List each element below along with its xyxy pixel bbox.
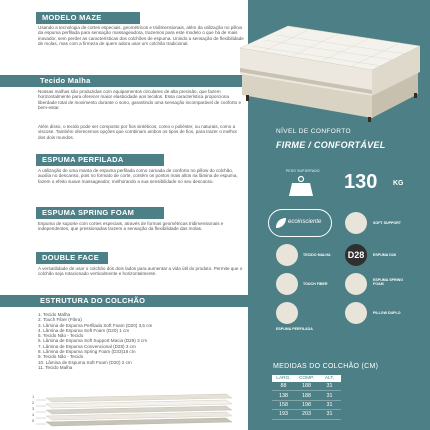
dim-cell: 193 [272,410,295,419]
dim-cell: 188 [295,391,318,400]
spring-foam-icon [345,273,367,295]
text-malha-2: Além disso, o tecido pode ser composto por fios sintéticos, como o poliéster, ou naturais, como a viscose. Também oferecemos opções que combinam ambos os tipos de fios, para trazer o melhor dos dois mundos. [38,124,238,140]
feature-label: ESPUMA PERFILADA [276,327,313,331]
comfort-level-value: FIRME / CONFORTÁVEL [276,140,386,150]
layer-marker: 3 [32,406,35,411]
text-spring: Espuma de suporte com cortes especiais, através de formas geométricas tridimensionais e independentes, que pressionadas trazem a sensação da flexibilidade das molas. [38,221,224,232]
layer-marker: 2 [32,400,35,405]
mattress-layers-illustration [36,392,236,430]
layer-marker: 5 [32,418,35,423]
section-title-perfilada: ESPUMA PERFILADA [36,154,164,166]
dim-cell: 31 [318,400,341,409]
structure-item: 2. Touch Fiber (Fibra) [38,317,82,323]
section-title-malha: Tecido Malha [0,75,248,87]
structure-item: 4. Lâmina de Espuma Soft Foam (D20) 1 cm [38,327,130,333]
dim-cell: 31 [318,382,341,391]
text-double: A versatilidade de usar o colchão dos dois lados para aumentar a vida útil do produto. Permite que o colchão seja rotacionado verticalmente e horizontalmente. [38,266,243,277]
section-title-spring: ESPUMA SPRING FOAM [36,207,164,219]
dimensions-title: MEDIDAS DO COLCHÃO (CM) [273,363,379,370]
text-perfilada: A utilização de uma manta de espuma perfilada como camada de conforto no pillow do colchão, auxilia no descanso, pois no formato de corte, contém os pontos mais altos na lâmina de espuma, fazem o efeito suave massageador, melhorando a sua sensibilidade no seu descanso. [38,168,238,184]
structure-item: 11. Tecido Malha [38,364,73,370]
section-title-modelo: MODELO MAZE [36,12,140,24]
mattress-product-image [222,18,422,123]
text-modelo: Usando a tecnologia de cortes especiais, geométricos e tridimensionais, além da utilização no pillow da espuma perfilada para sensação massageadora, trazemos para este modelo o que há de mais inovador, sem perder as características dos colchões de espuma. Unindo a sensação de flexibilidade de molas, mas com a firmeza de quem adora usar um colchão tradicional. [38,25,244,46]
structure-item: 5. Tecido Não - Tecido [38,333,84,339]
feature-label: ESPUMA D28 [373,253,396,257]
dim-cell: 138 [272,391,295,400]
structure-item: 1. Tecido Malha [38,312,71,317]
dim-header-width: LARG. [272,375,295,382]
feature-label: SOFT SUPPORT [373,221,401,225]
feature-label: PILLOW DUPLO [373,311,401,315]
structure-item: 9. Tecido Não - Tecido [38,354,84,360]
eco-badge-label: ecoinsciente [288,219,322,225]
section-title-estrutura: ESTRUTURA DO COLCHÃO [0,295,248,307]
dim-cell: 198 [295,400,318,409]
layer-marker: 1 [32,394,35,399]
leaf-icon [274,216,288,230]
soft-support-icon [345,212,367,234]
double-pillow-icon [345,302,367,324]
structure-item: 8. Lâmina de Espuma Spring Foam (D33)18 cm [38,349,136,355]
dim-cell: 31 [318,410,341,419]
table-row [272,382,341,391]
touch-fiber-icon [276,273,298,295]
layer-marker: 4 [32,412,35,417]
dim-header-length: COMP. [295,375,318,382]
structure-item: 10. Lâmina de Espuma Soft Foam (D20) 2 cm [38,359,132,365]
table-row [272,391,341,400]
feature-label: ESPUMA SPRING FOAM [373,278,404,287]
weight-unit: KG [393,180,404,187]
dim-cell: 188 [295,382,318,391]
comfort-level-label: NÍVEL DE CONFORTO [276,128,351,135]
dim-cell: 203 [295,410,318,419]
perfilada-foam-icon [276,302,298,324]
dim-cell: 88 [272,382,295,391]
layer-markers [32,394,34,424]
feature-label: TECIDO MALHA [303,253,331,257]
dim-cell: 31 [318,391,341,400]
d28-foam-icon: D28 [345,244,367,266]
dim-cell: 158 [272,400,295,409]
structure-item: 3. Lâmina de Espuma Perfilada Soft Foam (D20) 3,5 cm [38,322,153,328]
weight-label: PESO SUPORTADO [286,169,320,173]
structure-item: 7. Lâmina de Espuma Convencional (D28) 3 cm [38,343,136,349]
section-title-double: DOUBLE FACE [36,252,108,264]
weight-icon [288,175,314,197]
dimensions-table [272,375,341,420]
text-malha-1: Nossas malhas são produzidas com equipamentos circulares de alta precisão, que fazem horizontalmente para oferecer maior elasticidade aos tecidos. Essa característica proporciona liberdade total de movimento durante o sono, garantindo uma sensação incomparável de conforto e bem-estar. [38,89,242,110]
dim-header-height: ALT. [318,375,341,382]
weight-value: 130 [344,171,378,193]
structure-list [38,312,188,370]
knit-fabric-icon [276,244,298,266]
table-row [272,400,341,409]
structure-item: 6. Lâmina de Espuma Soft Support Macia (D29) 3 cm [38,338,148,344]
feature-label: TOUCH FIBER [303,282,328,286]
table-row [272,410,341,419]
